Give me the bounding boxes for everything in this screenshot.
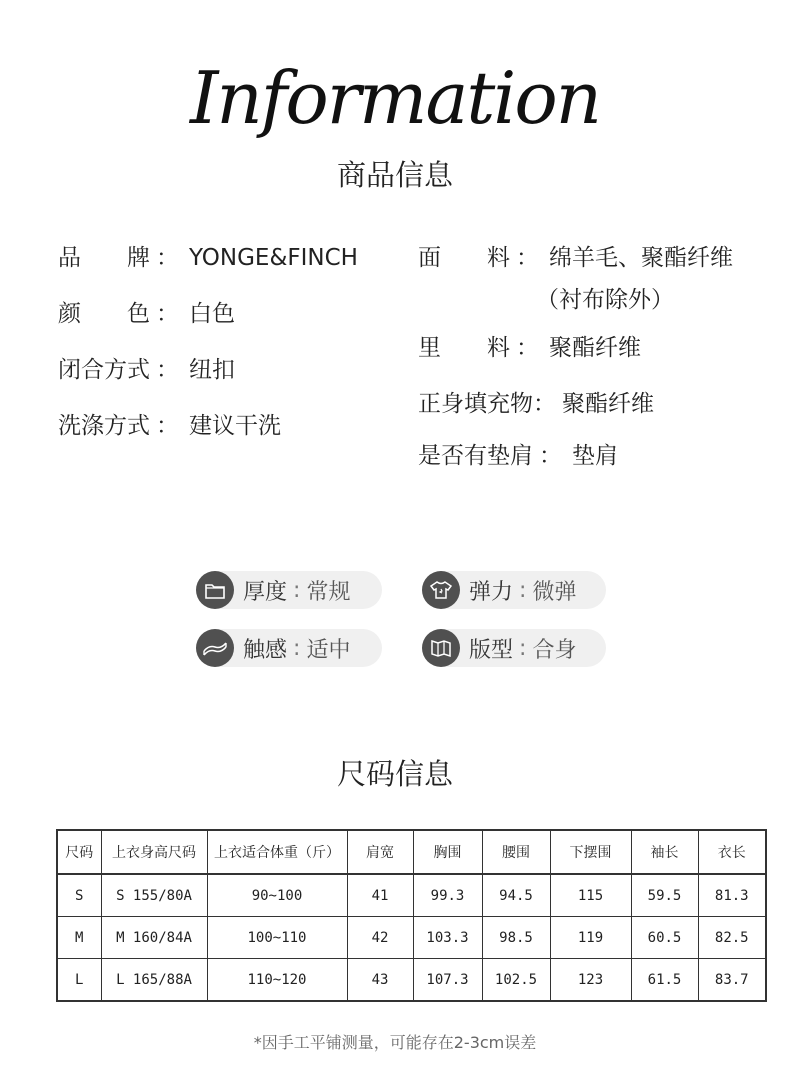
- attribute-label: 洗涤方式: [58, 413, 150, 439]
- header-length: 衣长: [698, 830, 766, 874]
- table-cell: 59.5: [631, 874, 698, 917]
- table-cell: 81.3: [698, 874, 766, 917]
- header-weight: 上衣适合体重（斤）: [207, 830, 347, 874]
- table-cell: 61.5: [631, 959, 698, 1002]
- header-size: 尺码: [57, 830, 101, 874]
- map-fold-icon: [422, 629, 460, 667]
- table-row: [57, 874, 766, 917]
- attribute-closure: 闭合方式 ： 纽扣: [58, 357, 235, 383]
- table-cell: 110~120: [207, 959, 347, 1002]
- feature-key: 弹力: [469, 579, 514, 605]
- attribute-label: 正身填充物: [418, 391, 533, 417]
- attribute-fabric: 面 料 ： 绵羊毛、聚酯纤维: [418, 245, 733, 271]
- table-cell: 41: [347, 874, 413, 917]
- product-info-title: 商品信息: [336, 158, 453, 192]
- feature-fit: 版型 : 合身: [422, 629, 606, 667]
- header-hem: 下摆围: [550, 830, 631, 874]
- attribute-brand: 品 牌 ： YONGE&FINCH: [58, 245, 358, 271]
- table-cell: M: [57, 917, 101, 959]
- table-header-row: [57, 830, 766, 874]
- attribute-fabric-note: （衬布除外）: [536, 287, 674, 313]
- fabric-icon: [196, 629, 234, 667]
- attribute-label: 闭合方式: [58, 357, 150, 383]
- attribute-lining: 里 料 ： 聚酯纤维: [418, 335, 641, 361]
- attribute-washing: 洗涤方式 ： 建议干洗: [58, 413, 281, 439]
- header-waist: 腰围: [482, 830, 550, 874]
- table-cell: 99.3: [413, 874, 482, 917]
- size-table: [56, 829, 767, 1002]
- attribute-label: 面 料: [418, 245, 510, 271]
- table-cell: 115: [550, 874, 631, 917]
- header-sleeve: 袖长: [631, 830, 698, 874]
- attribute-color: 颜 色 ： 白色: [58, 301, 235, 327]
- attribute-shoulder-pad: 是否有垫肩 ： 垫肩: [418, 443, 618, 469]
- table-cell: M 160/84A: [101, 917, 207, 959]
- feature-key: 版型: [469, 637, 514, 663]
- table-cell: 90~100: [207, 874, 347, 917]
- table-cell: 103.3: [413, 917, 482, 959]
- table-cell: 43: [347, 959, 413, 1002]
- attribute-filling: 正身填充物： 聚酯纤维: [418, 391, 654, 417]
- table-cell: S 155/80A: [101, 874, 207, 917]
- attribute-value: 建议干洗: [189, 413, 281, 439]
- feature-elasticity: 弹力 : 微弹: [422, 571, 606, 609]
- table-row: [57, 917, 766, 959]
- measurement-footnote: *因手工平铺测量，可能存在2-3cm误差: [253, 1033, 537, 1052]
- attribute-label: 里 料: [418, 335, 510, 361]
- table-cell: 60.5: [631, 917, 698, 959]
- feature-touch: 触感 : 适中: [196, 629, 382, 667]
- feature-key: 厚度: [243, 579, 288, 605]
- feature-value: 常规: [306, 579, 351, 605]
- attribute-value: 绵羊毛、聚酯纤维: [549, 245, 733, 271]
- header-shoulder: 肩宽: [347, 830, 413, 874]
- table-cell: L: [57, 959, 101, 1002]
- attribute-value: 白色: [189, 301, 235, 327]
- attribute-value: 纽扣: [189, 357, 235, 383]
- table-cell: 83.7: [698, 959, 766, 1002]
- table-cell: 82.5: [698, 917, 766, 959]
- table-cell: 107.3: [413, 959, 482, 1002]
- table-cell: 100~110: [207, 917, 347, 959]
- table-row: [57, 959, 766, 1002]
- feature-value: 适中: [306, 637, 351, 663]
- attribute-label: 是否有垫肩: [418, 443, 533, 469]
- table-cell: 94.5: [482, 874, 550, 917]
- attribute-value: 聚酯纤维: [562, 391, 654, 417]
- attribute-label: 品 牌: [58, 245, 150, 271]
- feature-key: 触感: [243, 637, 288, 663]
- table-cell: 102.5: [482, 959, 550, 1002]
- table-cell: 119: [550, 917, 631, 959]
- feature-thickness: 厚度 : 常规: [196, 571, 382, 609]
- attribute-value: YONGE&FINCH: [189, 245, 358, 271]
- table-cell: S: [57, 874, 101, 917]
- feature-value: 微弹: [532, 579, 577, 605]
- header-chest: 胸围: [413, 830, 482, 874]
- header-height-size: 上衣身高尺码: [101, 830, 207, 874]
- size-info-title: 尺码信息: [336, 757, 453, 791]
- attribute-value: 垫肩: [572, 443, 618, 469]
- table-cell: 98.5: [482, 917, 550, 959]
- feature-value: 合身: [532, 637, 577, 663]
- attribute-value: 聚酯纤维: [549, 335, 641, 361]
- table-cell: L 165/88A: [101, 959, 207, 1002]
- script-title: Information: [189, 56, 601, 140]
- table-cell: 123: [550, 959, 631, 1002]
- folder-icon: [196, 571, 234, 609]
- shirt-icon: [422, 571, 460, 609]
- table-cell: 42: [347, 917, 413, 959]
- attribute-label: 颜 色: [58, 301, 150, 327]
